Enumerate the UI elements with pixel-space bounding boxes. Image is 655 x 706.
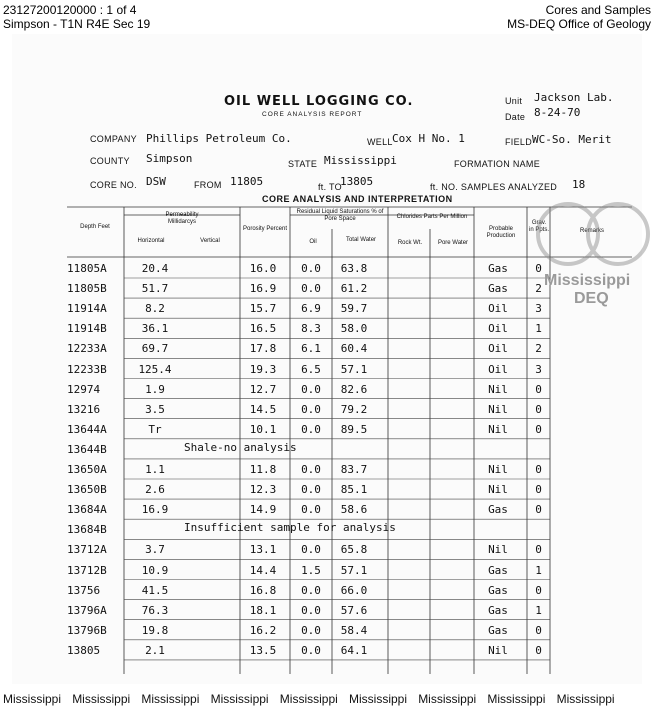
cell-grav: 1 (535, 603, 542, 617)
cell-water: 57.1 (340, 563, 368, 577)
cell-depth: 13796A (67, 603, 107, 617)
county-value: Simpson (146, 152, 193, 165)
watermark-text-state: Mississippi (544, 272, 631, 289)
cell-horiz: 2.6 (145, 483, 165, 497)
cell-poro: 16.2 (249, 623, 277, 637)
cell-prod: Oil (488, 302, 508, 316)
cell-prod: Oil (488, 362, 508, 376)
cell-prod: Oil (488, 322, 508, 336)
cell-note: Shale-no analysis (184, 440, 297, 454)
th-depth: Depth Feet (80, 224, 110, 230)
report-title: OIL WELL LOGGING CO. (224, 94, 414, 109)
cell-note: Insufficient sample for analysis (184, 521, 396, 535)
formation-label: FORMATION NAME (454, 159, 541, 169)
from-label: FROM (194, 180, 222, 190)
cell-water: 58.4 (340, 623, 368, 637)
th-rock-wt: Rock Wt. (397, 240, 423, 246)
core-no-value: DSW (146, 175, 166, 188)
cell-water: 60.4 (340, 342, 368, 356)
cell-water: 61.2 (340, 282, 368, 296)
cell-oil: 0.0 (301, 382, 321, 396)
cell-water: 58.6 (340, 503, 368, 517)
state-value: Mississippi (324, 154, 397, 167)
cell-horiz: 8.2 (145, 302, 165, 316)
to-label: ft. TO (318, 182, 342, 192)
field-value: WC-So. Merit (532, 133, 612, 146)
cell-grav: 0 (535, 543, 542, 557)
unit-label: Unit (505, 96, 523, 106)
cell-prod: Gas (488, 623, 508, 637)
cell-horiz: 3.7 (145, 543, 165, 557)
cell-oil: 0.0 (301, 483, 321, 497)
cell-prod: Gas (488, 563, 508, 577)
report-subtitle: CORE ANALYSIS REPORT (262, 111, 363, 118)
cell-prod: Gas (488, 262, 508, 275)
cell-depth: 13684A (67, 503, 107, 517)
cell-depth: 13712A (67, 543, 107, 557)
cell-oil: 6.9 (301, 302, 321, 316)
th-horizontal: Horizontal (137, 238, 165, 244)
cell-grav: 0 (535, 483, 542, 497)
cell-water: 57.6 (340, 603, 368, 617)
footer-label: Mississippi (141, 692, 200, 706)
footer-label: Mississippi (418, 692, 477, 706)
cell-grav: 3 (535, 362, 542, 376)
cell-horiz: 36.1 (141, 322, 169, 336)
well-label: WELL (367, 137, 393, 147)
state-label: STATE (288, 159, 318, 169)
footer-label: Mississippi (3, 692, 62, 706)
cell-prod: Oil (488, 342, 508, 356)
cell-poro: 10.1 (249, 422, 277, 436)
footer-label: Mississippi (349, 692, 408, 706)
cell-oil: 0.0 (301, 463, 321, 476)
footer-label: Mississippi (72, 692, 131, 706)
cell-poro: 13.1 (249, 543, 277, 557)
header-location: Simpson - T1N R4E Sec 19 (3, 17, 151, 31)
cell-depth: 13712B (67, 563, 107, 577)
cell-oil: 0.0 (301, 623, 321, 637)
cell-prod: Nil (488, 483, 508, 497)
th-remarks: Remarks (579, 228, 604, 234)
cell-depth: 12974 (67, 382, 101, 396)
cell-grav: 1 (535, 322, 542, 336)
footer-label: Mississippi (210, 692, 269, 706)
cell-horiz: 10.9 (141, 563, 169, 577)
cell-prod: Gas (488, 282, 508, 296)
cell-depth: 13684B (67, 523, 107, 537)
cell-depth: 13650B (67, 483, 107, 497)
cell-water: 65.8 (340, 543, 368, 557)
cell-grav: 0 (535, 503, 542, 517)
cell-grav: 2 (535, 342, 542, 356)
cell-water: 64.1 (340, 643, 368, 657)
cell-prod: Nil (488, 402, 508, 416)
th-residual: Residual Liquid Saturations % of Pore Space (296, 209, 384, 222)
cell-depth: 12233B (67, 362, 107, 376)
cell-prod: Gas (488, 583, 508, 597)
cell-poro: 15.7 (249, 302, 277, 316)
cell-water: 59.7 (340, 302, 368, 316)
cell-prod: Nil (488, 463, 508, 476)
cell-grav: 0 (535, 463, 542, 476)
cell-poro: 13.5 (249, 643, 277, 657)
cell-horiz: Tr (148, 422, 162, 436)
cell-oil: 0.0 (301, 282, 321, 296)
cell-prod: Nil (488, 382, 508, 396)
cell-horiz: 125.4 (138, 362, 172, 376)
cell-poro: 19.3 (249, 362, 277, 376)
cell-poro: 17.8 (249, 342, 277, 356)
samples-label: ft. NO. SAMPLES ANALYZED (430, 182, 558, 192)
cell-oil: 0.0 (301, 422, 321, 436)
cell-water: 63.8 (340, 262, 368, 275)
cell-water: 85.1 (340, 483, 368, 497)
watermark-text-agency: DEQ (574, 290, 609, 307)
cell-horiz: 20.4 (141, 262, 169, 275)
th-production: Probable Production (486, 226, 516, 239)
cell-depth: 13216 (67, 402, 101, 416)
header-category: Cores and Samples (545, 3, 651, 17)
cell-depth: 13644A (67, 422, 107, 436)
cell-depth: 13756 (67, 583, 101, 597)
cell-water: 79.2 (340, 402, 368, 416)
to-value: 13805 (340, 175, 374, 188)
cell-horiz: 1.1 (145, 463, 165, 476)
cell-horiz: 69.7 (141, 342, 169, 356)
th-water: Total Water (345, 237, 377, 243)
company-value: Phillips Petroleum Co. (146, 132, 292, 145)
th-oil: Oil (309, 239, 317, 245)
company-label: COMPANY (90, 134, 137, 144)
scanned-report (12, 34, 642, 684)
cell-depth: 13805 (67, 643, 101, 657)
cell-oil: 0.0 (301, 402, 321, 416)
cell-horiz: 41.5 (141, 583, 169, 597)
cell-poro: 14.9 (249, 503, 277, 517)
cell-poro: 11.8 (249, 463, 277, 476)
cell-water: 82.6 (340, 382, 368, 396)
cell-poro: 14.4 (249, 563, 277, 577)
cell-oil: 0.0 (301, 503, 321, 517)
cell-grav: 0 (535, 402, 542, 416)
core-no-label: CORE NO. (90, 180, 137, 190)
date-value: 8-24-70 (534, 106, 581, 119)
cell-oil: 0.0 (301, 603, 321, 617)
cell-horiz: 51.7 (141, 282, 169, 296)
section-title: CORE ANALYSIS AND INTERPRETATION (262, 194, 453, 204)
cell-horiz: 2.1 (145, 643, 165, 657)
header-office: MS-DEQ Office of Geology (507, 17, 651, 31)
cell-horiz: 16.9 (141, 503, 169, 517)
from-value: 11805 (230, 175, 264, 188)
cell-oil: 0.0 (301, 543, 321, 557)
cell-depth: 11805B (67, 282, 107, 296)
cell-poro: 16.5 (249, 322, 277, 336)
cell-poro: 12.7 (249, 382, 277, 396)
cell-grav: 3 (535, 302, 542, 316)
th-vertical: Vertical (200, 238, 220, 244)
cell-oil: 1.5 (301, 563, 321, 577)
cell-poro: 16.8 (249, 583, 277, 597)
unit-value: Jackson Lab. (534, 91, 614, 104)
th-gravity: Grav. in Ppts. (529, 220, 550, 233)
cell-oil: 0.0 (301, 583, 321, 597)
field-label: FIELD (505, 137, 533, 147)
cell-prod: Nil (488, 643, 508, 657)
cell-prod: Gas (488, 603, 508, 617)
th-pore-water: Pore Water (437, 240, 469, 246)
cell-poro: 14.5 (249, 402, 277, 416)
cell-horiz: 1.9 (145, 382, 165, 396)
county-label: COUNTY (90, 156, 130, 166)
th-permeability: Permeability Millidarcys (165, 212, 199, 225)
cell-grav: 0 (535, 422, 542, 436)
cell-horiz: 19.8 (141, 623, 169, 637)
cell-depth: 13650A (67, 463, 107, 476)
th-chlorides: Chlorides Parts Per Million (396, 214, 468, 220)
cell-grav: 0 (535, 583, 542, 597)
footer-label: Mississippi (279, 692, 338, 706)
cell-poro: 16.0 (249, 262, 277, 275)
footer-label: Mississippi (487, 692, 546, 706)
cell-poro: 16.9 (249, 282, 277, 296)
cell-grav: 0 (535, 262, 542, 275)
cell-prod: Nil (488, 543, 508, 557)
cell-depth: 13644B (67, 442, 107, 456)
cell-depth: 11805A (67, 262, 107, 275)
th-porosity: Porosity Percent (242, 226, 288, 232)
cell-water: 58.0 (340, 322, 368, 336)
cell-water: 83.7 (340, 463, 368, 476)
cell-poro: 18.1 (249, 603, 277, 617)
cell-water: 66.0 (340, 583, 368, 597)
well-value: Cox H No. 1 (392, 132, 465, 145)
cell-grav: 0 (535, 623, 542, 637)
cell-grav: 1 (535, 563, 542, 577)
cell-poro: 12.3 (249, 483, 277, 497)
cell-prod: Gas (488, 503, 508, 517)
cell-water: 89.5 (340, 422, 368, 436)
cell-grav: 0 (535, 643, 542, 657)
cell-depth: 12233A (67, 342, 107, 356)
header-doc-id: 23127200120000 : 1 of 4 (3, 3, 137, 17)
cell-oil: 6.1 (301, 342, 321, 356)
cell-oil: 0.0 (301, 643, 321, 657)
cell-grav: 0 (535, 382, 542, 396)
cell-oil: 0.0 (301, 262, 321, 275)
cell-depth: 11914A (67, 302, 107, 316)
cell-oil: 6.5 (301, 362, 321, 376)
cell-depth: 11914B (67, 322, 107, 336)
cell-oil: 8.3 (301, 322, 321, 336)
samples-value: 18 (572, 178, 586, 191)
footer-label: Mississippi (556, 692, 615, 706)
cell-prod: Nil (488, 422, 508, 436)
cell-water: 57.1 (340, 362, 368, 376)
cell-horiz: 76.3 (141, 603, 169, 617)
cell-grav: 2 (535, 282, 542, 296)
date-label: Date (505, 112, 526, 122)
cell-horiz: 3.5 (145, 402, 165, 416)
cell-depth: 13796B (67, 623, 107, 637)
